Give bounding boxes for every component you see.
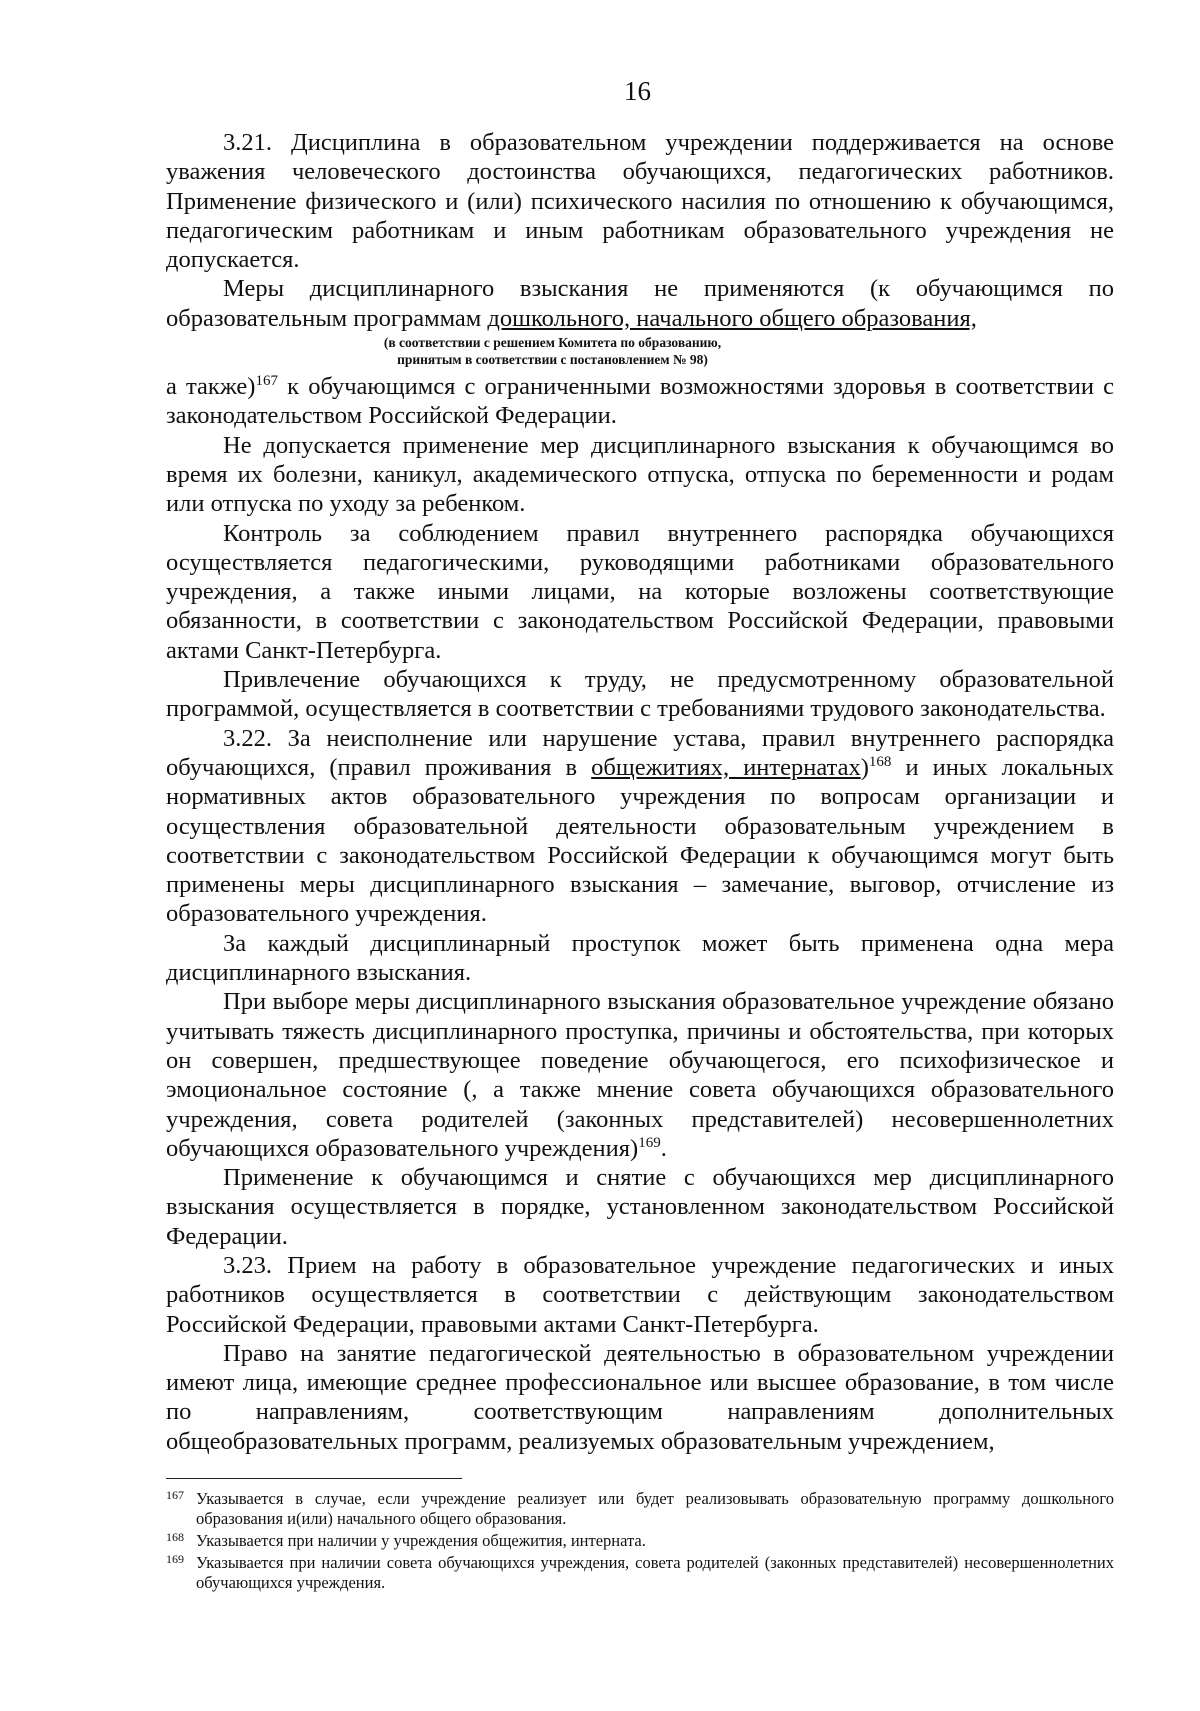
footnote-text: Указывается в случае, если учреждение реализует или будет реализовывать образовательную программу дошкольного образования и(или) начального общего образования. (196, 1489, 1114, 1528)
paragraph-application-and-removal: Применение к обучающимся и снятие с обучающихся мер дисциплинарного взыскания осуществляется в порядке, установленном законодательством Российской Федерации. (166, 1164, 1114, 1250)
footnote-168 (166, 1531, 1114, 1551)
paragraph-3-21: 3.21. Дисциплина в образовательном учреждении поддерживается на основе уважения человеческого достоинства обучающихся, педагогических работников. Применение физического и (или) психического насилия по отношению к обучающимся, педагогическим работникам и иным работникам образовательного учреждения не допускается. (166, 129, 1114, 274)
paragraph-text: а также) (166, 373, 256, 401)
paragraph-control: Контроль за соблюдением правил внутреннего распорядка обучающихся осуществляется педагогическими, руководящими работниками образовательного учреждения, а также иными лицами, на которые возложены соответствующие обязанности, в соответствии с законодательством Российской Федерации, правовыми актами Санкт-Петербурга. (166, 519, 1114, 664)
footnote-mark: 167 (166, 1488, 184, 1502)
paragraph-text: к обучающимся с ограниченными возможностями здоровья в соответствии с законодательством Российской Федерации. (166, 373, 1114, 430)
paragraph-no-penalty-during-illness: Не допускается применение мер дисциплинарного взыскания к обучающимся во время их болезни, каникул, академического отпуска, отпуска по беременности и родам или отпуска по уходу за ребенком. (166, 431, 1114, 518)
footnote-mark: 169 (166, 1552, 184, 1566)
paragraph-continuation (166, 372, 1114, 431)
underlined-inserted-text: дошкольного, начального общего образования, (487, 304, 977, 332)
footnotes (166, 1489, 1114, 1595)
paragraph-text: При выборе меры дисциплинарного взыскания образовательное учреждение обязано учитывать тяжесть дисциплинарного проступка, причины и обстоятельства, при которых он совершен, предшествующее поведение обучающегося, его психофизическое и эмоциональное состояние (, а также мнение совета обучающихся образовательного учреждения, совета родителей (законных представителей) несовершеннолетних обучающихся образовательного учреждения) (166, 988, 1114, 1162)
paragraph-right-to-teach: Право на занятие педагогической деятельностью в образовательном учреждении имеют лица, имеющие среднее профессиональное или высшее образование, в том числе по направлениям, соответствующим направлениям дополнительных общеобразовательных программ, реализуемых образовательным учреждением, (166, 1339, 1114, 1455)
footnote-separator (166, 1478, 462, 1479)
paragraph-disciplinary-exceptions (166, 274, 1114, 333)
paragraph-text: и иных локальных нормативных актов образовательного учреждения по вопросам организации и осуществления образовательной деятельности образовательным учреждением в соответствии с законодательством Российской Федерации к обучающимся могут быть применены меры дисциплинарного взыскания – замечание, выговор, отчисление из образовательного учреждения. (166, 753, 1114, 928)
paragraph-3-23: 3.23. Прием на работу в образовательное учреждение педагогических и иных работников осуществляется в соответствии с действующим законодательством Российской Федерации, правовыми актами Санкт-Петербурга. (166, 1251, 1114, 1338)
paragraph-3-22 (166, 724, 1114, 929)
paragraph-choice-of-measure (166, 987, 1114, 1163)
document-body (166, 128, 1114, 1456)
paragraph-labor: Привлечение обучающихся к труду, не предусмотренному образовательной программой, осуществляется в соответствии с требованиями трудового законодательства. (166, 666, 1114, 723)
footnote-169 (166, 1553, 1114, 1593)
insertion-note-line: принятым в соответствии с постановлением № 98) (397, 352, 708, 368)
footnote-167 (166, 1489, 1114, 1529)
paragraph-text: ) (860, 753, 869, 781)
paragraph-text: . (660, 1134, 667, 1162)
footnote-reference: 167 (255, 373, 278, 390)
footnote-mark: 168 (166, 1530, 184, 1544)
footnote-text: Указывается при наличии совета обучающихся учреждения, совета родителей (законных представителей) несовершеннолетних обучающихся учреждения. (196, 1553, 1114, 1592)
footnote-reference: 169 (638, 1134, 661, 1151)
footnote-text: Указывается при наличии у учреждения общежития, интерната. (196, 1531, 646, 1550)
insertion-note-line: (в соответствии с решением Комитета по образованию, (383, 335, 722, 351)
paragraph-one-measure: За каждый дисциплинарный проступок может быть применена одна мера дисциплинарного взыскания. (166, 929, 1114, 987)
handwritten-style-insertion-note (166, 334, 939, 368)
footnote-reference: 168 (868, 753, 892, 770)
page-number: 16 (624, 76, 651, 106)
paragraph-text: 3.22. За неисполнение или нарушение устава, правил внутреннего распорядка обучающихся, (правил проживания в (166, 724, 1114, 781)
underlined-inserted-text: общежитиях, интернатах (591, 753, 861, 781)
paragraph-text: Меры дисциплинарного взыскания не применяются (к обучающимся по образовательным программам (166, 275, 1114, 332)
